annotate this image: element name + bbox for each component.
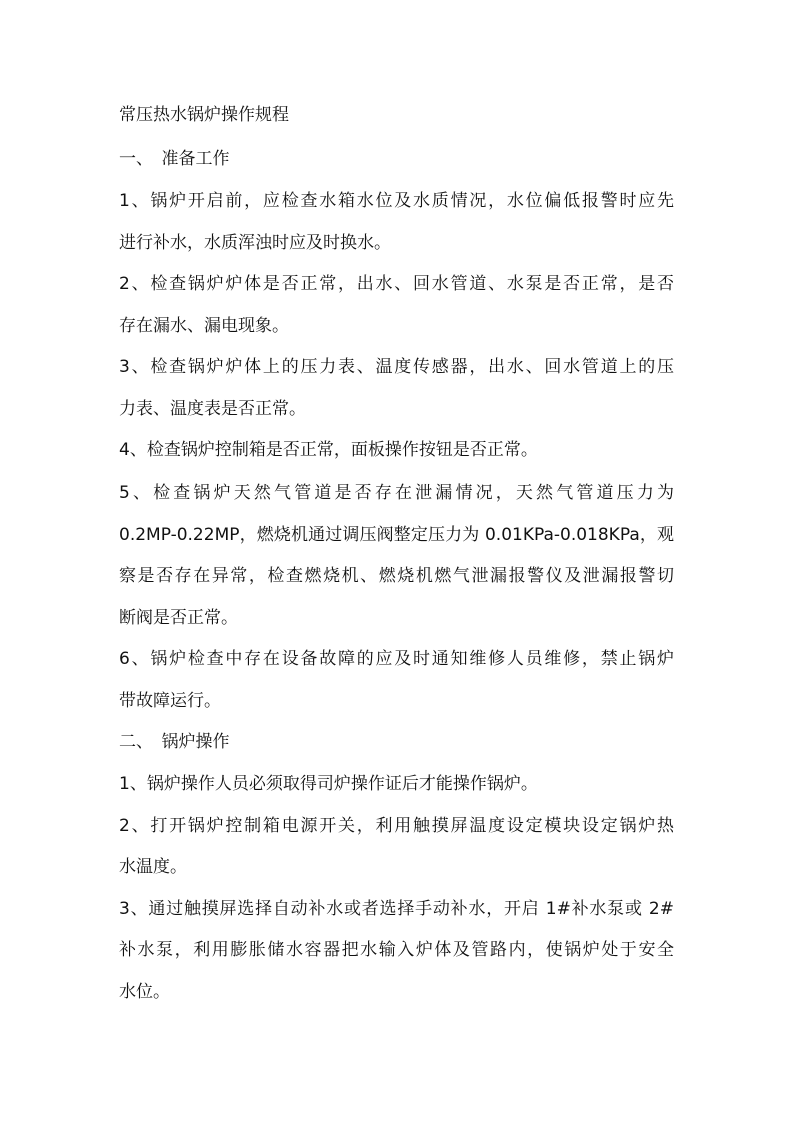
paragraph-line: 带故障运行。 xyxy=(119,691,221,711)
paragraph-line: 6、锅炉检查中存在设备故障的应及时通知维修人员维修，禁止锅炉 xyxy=(119,649,674,669)
paragraph-line: 断阀是否正常。 xyxy=(119,608,238,628)
paragraph-line: 力表、温度表是否正常。 xyxy=(119,399,306,419)
section-heading-operation: 二、 锅炉操作 xyxy=(119,732,230,752)
paragraph-line: 补水泵，利用膨胀储水容器把水输入炉体及管路内，使锅炉处于安全 xyxy=(119,940,674,960)
paragraph-line: 水位。 xyxy=(119,982,170,1002)
paragraph-line: 2、检查锅炉炉体是否正常，出水、回水管道、水泵是否正常，是否 xyxy=(119,274,674,294)
paragraph-line: 5、检查锅炉天然气管道是否存在泄漏情况，天然气管道压力为 xyxy=(119,483,674,503)
paragraph-line: 0.2MP-0.22MP，燃烧机通过调压阀整定压力为 0.01KPa-0.018KPa，观 xyxy=(119,525,674,545)
paragraph-line: 察是否存在异常，检查燃烧机、燃烧机燃气泄漏报警仪及泄漏报警切 xyxy=(119,566,674,586)
section-heading-preparation: 一、 准备工作 xyxy=(119,149,230,169)
paragraph-line: 1、锅炉开启前，应检查水箱水位及水质情况，水位偏低报警时应先 xyxy=(119,191,674,211)
paragraph-line: 进行补水，水质浑浊时应及时换水。 xyxy=(119,233,391,253)
paragraph-line: 4、检查锅炉控制箱是否正常，面板操作按钮是否正常。 xyxy=(119,440,538,460)
paragraph-line: 1、锅炉操作人员必须取得司炉操作证后才能操作锅炉。 xyxy=(119,774,538,794)
paragraph-line: 2、打开锅炉控制箱电源开关，利用触摸屏温度设定模块设定锅炉热 xyxy=(119,816,674,836)
paragraph-line: 3、检查锅炉炉体上的压力表、温度传感器，出水、回水管道上的压 xyxy=(119,357,674,377)
paragraph-line: 3、通过触摸屏选择自动补水或者选择手动补水，开启 1#补水泵或 2# xyxy=(119,899,674,919)
paragraph-line: 水温度。 xyxy=(119,857,187,877)
paragraph-line: 存在漏水、漏电现象。 xyxy=(119,316,289,336)
document-title: 常压热水锅炉操作规程 xyxy=(119,105,289,125)
